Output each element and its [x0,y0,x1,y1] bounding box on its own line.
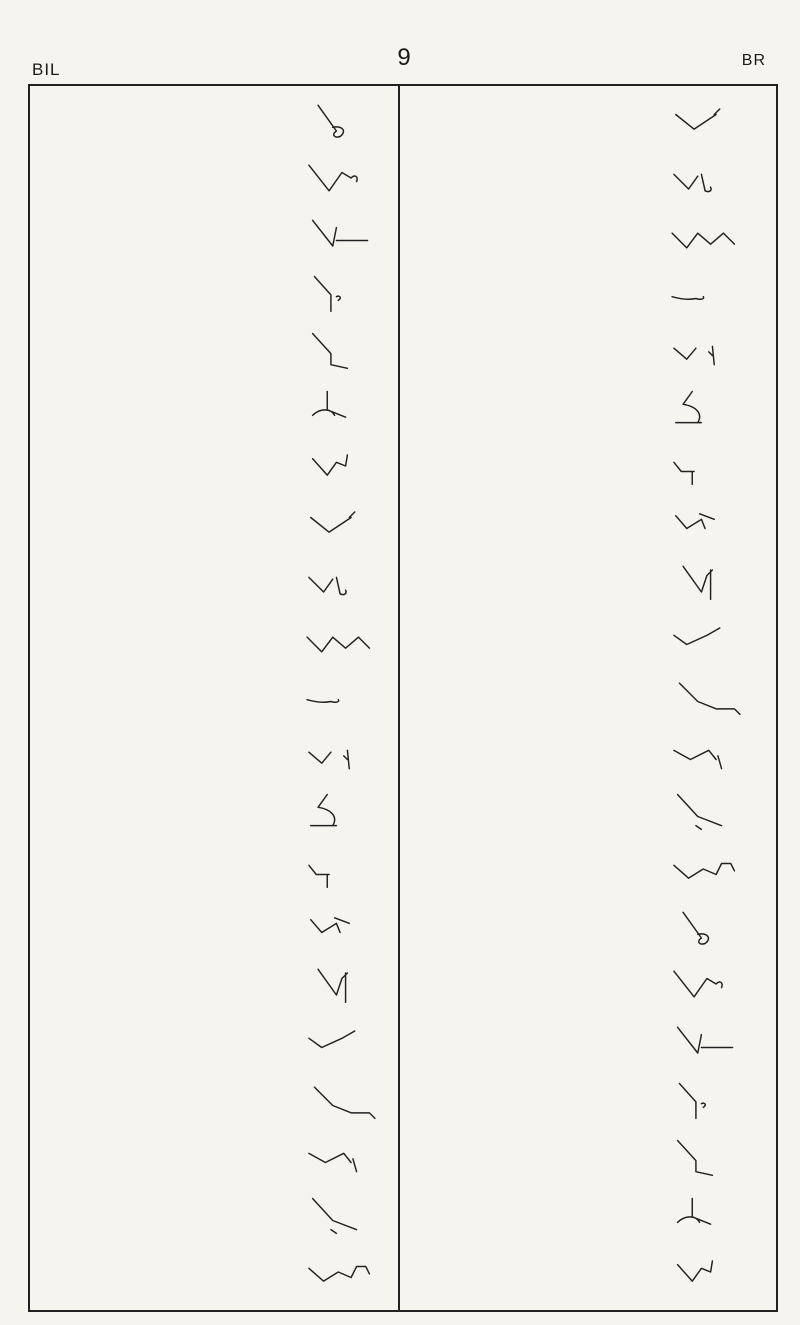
outline-path [311,795,337,826]
outline-path [307,700,339,703]
shorthand-outline-icon [286,98,396,142]
entry-row [36,1246,394,1298]
outline-path [309,750,349,768]
shorthand-outline-icon [646,328,766,372]
shorthand-outline-icon [286,559,396,603]
shorthand-outline-icon [286,1250,396,1294]
shorthand-stroke [646,847,766,891]
entry-row [406,555,772,607]
shorthand-outline-icon [286,213,396,257]
shorthand-stroke [646,559,766,603]
shorthand-stroke [286,1020,396,1064]
outline-path [309,1153,357,1171]
shorthand-stroke [286,1135,396,1179]
outline-path [674,347,714,365]
outline-path [678,1141,713,1176]
shorthand-outline-icon [286,905,396,949]
outline-path [678,1027,733,1053]
entry-row [406,497,772,549]
shorthand-outline-icon [286,386,396,430]
shorthand-stroke [286,559,396,603]
outline-path [313,455,348,475]
shorthand-outline-icon [646,501,766,545]
outline-path [309,1267,370,1282]
shorthand-outline-icon [286,1078,396,1122]
shorthand-outline-icon [286,271,396,315]
shorthand-outline-icon [646,213,766,257]
shorthand-outline-icon [286,847,396,891]
shorthand-outline-icon [646,1193,766,1237]
entry-row [406,1189,772,1241]
shorthand-outline-icon [646,1250,766,1294]
shorthand-stroke [646,789,766,833]
outline-path [311,917,350,932]
entry-row [36,670,394,722]
shorthand-stroke [286,386,396,430]
outline-path [309,577,346,594]
shorthand-stroke [646,501,766,545]
shorthand-stroke [646,905,766,949]
outline-path [674,174,711,191]
entry-row [406,94,772,146]
shorthand-stroke [646,386,766,430]
entry-row [406,382,772,434]
outline-path [678,1261,713,1281]
entry-row [36,94,394,146]
shorthand-outline-icon [286,789,396,833]
entry-row [36,1131,394,1183]
entry-row [36,497,394,549]
shorthand-outline-icon [646,1020,766,1064]
shorthand-stroke [646,156,766,200]
shorthand-outline-icon [646,1135,766,1179]
shorthand-stroke [286,1193,396,1237]
shorthand-outline-icon [646,559,766,603]
entry-row [36,958,394,1010]
shorthand-outline-icon [286,444,396,488]
outline-path [672,233,734,248]
outline-path [311,512,355,532]
shorthand-outline-icon [646,98,766,142]
shorthand-stroke [286,905,396,949]
shorthand-stroke [286,98,396,142]
shorthand-outline-icon [286,962,396,1006]
shorthand-outline-icon [286,1135,396,1179]
header-right-code: BR [741,52,766,69]
outline-path [678,795,722,830]
outline-path [313,392,346,418]
entry-row [36,324,394,376]
shorthand-stroke [286,1078,396,1122]
entry-row [36,613,394,665]
shorthand-stroke [646,98,766,142]
shorthand-stroke [646,213,766,257]
shorthand-stroke [646,328,766,372]
entry-row [36,1016,394,1068]
entry-row [406,152,772,204]
shorthand-stroke [286,328,396,372]
outline-path [676,392,702,423]
outline-path [674,864,735,879]
shorthand-stroke [646,444,766,488]
outline-path [674,750,722,768]
shorthand-stroke [286,156,396,200]
outline-path [683,566,712,599]
shorthand-stroke [646,271,766,315]
outline-path [313,1198,357,1233]
shorthand-stroke [646,1020,766,1064]
entry-row [406,901,772,953]
shorthand-stroke [286,271,396,315]
shorthand-outline-icon [286,501,396,545]
shorthand-stroke [286,962,396,1006]
outline-path [307,637,369,652]
shorthand-outline-icon [286,674,396,718]
outline-path [309,1031,355,1048]
outline-path [309,865,329,887]
shorthand-outline-icon [646,156,766,200]
outline-path [679,683,740,714]
shorthand-outline-icon [646,1078,766,1122]
outline-path [676,514,715,529]
shorthand-outline-icon [646,271,766,315]
shorthand-outline-icon [286,156,396,200]
shorthand-stroke [646,617,766,661]
entry-row [406,1246,772,1298]
shorthand-stroke [286,617,396,661]
shorthand-stroke [286,847,396,891]
shorthand-outline-icon [646,386,766,430]
outline-path [676,109,720,129]
entry-row [406,1074,772,1126]
outline-path [309,165,357,191]
shorthand-stroke [646,1135,766,1179]
column-divider [398,86,400,1312]
shorthand-stroke [646,674,766,718]
entry-row [36,1189,394,1241]
entry-row [406,785,772,837]
shorthand-stroke [286,674,396,718]
entry-row [36,843,394,895]
outline-path [318,105,343,137]
entry-row [406,613,772,665]
shorthand-stroke [646,1193,766,1237]
shorthand-stroke [646,1250,766,1294]
outline-path [679,1083,705,1118]
entry-row [36,555,394,607]
entry-row [36,1074,394,1126]
outline-path [674,462,694,484]
outline-path [672,297,704,300]
entry-row [406,440,772,492]
shorthand-outline-icon [646,674,766,718]
entry-row [36,440,394,492]
shorthand-stroke [646,962,766,1006]
outline-path [683,912,708,944]
entry-row [36,382,394,434]
entry-row [36,901,394,953]
entry-row [406,670,772,722]
outline-path [314,276,340,311]
shorthand-stroke [286,1250,396,1294]
entry-row [36,209,394,261]
outline-path [318,970,347,1003]
entry-row [406,324,772,376]
shorthand-stroke [286,501,396,545]
shorthand-outline-icon [646,962,766,1006]
entry-row [406,1016,772,1068]
entry-row [406,843,772,895]
entry-row [406,1131,772,1183]
shorthand-outline-icon [286,732,396,776]
header-left-code: BIL [32,60,61,79]
entry-row [36,728,394,780]
entry-row [406,728,772,780]
outline-path [313,221,368,247]
shorthand-stroke [286,213,396,257]
outline-path [674,971,722,997]
shorthand-stroke [646,1078,766,1122]
entry-row [406,209,772,261]
entry-row [406,267,772,319]
shorthand-stroke [286,444,396,488]
outline-path [313,334,348,369]
shorthand-outline-icon [286,1020,396,1064]
shorthand-outline-icon [646,444,766,488]
entry-row [36,267,394,319]
page-number: 9 [397,44,411,71]
shorthand-outline-icon [646,847,766,891]
shorthand-outline-icon [286,617,396,661]
shorthand-outline-icon [646,905,766,949]
shorthand-outline-icon [286,1193,396,1237]
outline-path [674,628,720,645]
shorthand-stroke [646,732,766,776]
entry-row [36,785,394,837]
entry-row [36,152,394,204]
shorthand-outline-icon [646,617,766,661]
outline-path [678,1198,711,1224]
entry-row [406,958,772,1010]
shorthand-stroke [286,789,396,833]
outline-path [314,1087,375,1118]
shorthand-outline-icon [646,732,766,776]
shorthand-outline-icon [286,328,396,372]
page-header [28,38,780,82]
shorthand-outline-icon [646,789,766,833]
shorthand-stroke [286,732,396,776]
